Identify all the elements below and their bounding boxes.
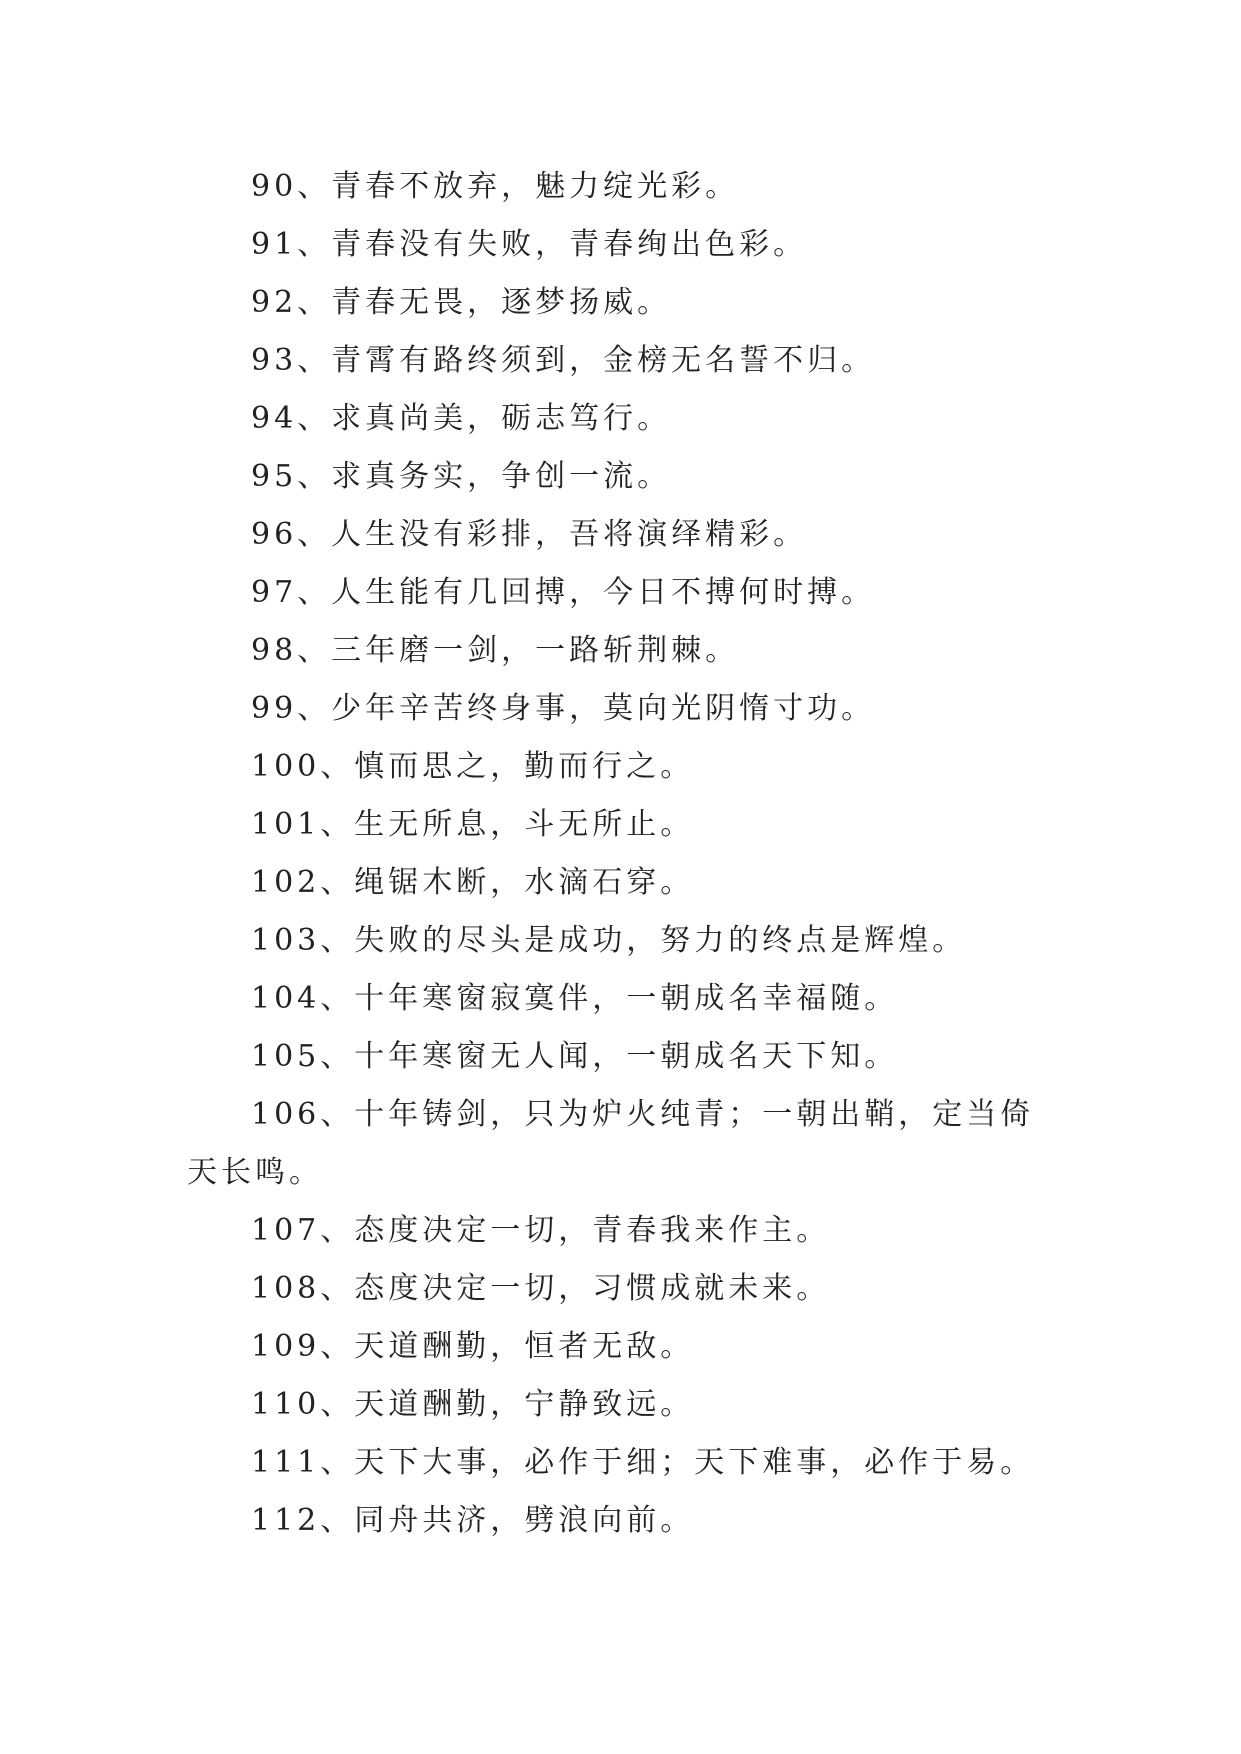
list-item: 104、十年寒窗寂寞伴，一朝成名幸福随。 [251, 981, 899, 1016]
list-item: 109、天道酬勤，恒者无敌。 [251, 1329, 695, 1364]
list-item: 93、青霄有路终须到，金榜无名誓不归。 [251, 343, 876, 378]
list-item: 111、天下大事，必作于细；天下难事，必作于易。 [251, 1445, 1035, 1480]
list-item: 99、少年辛苦终身事，莫向光阴惰寸功。 [251, 691, 876, 726]
list-item: 100、慎而思之，勤而行之。 [251, 749, 695, 784]
list-item: 103、失败的尽头是成功，努力的终点是辉煌。 [251, 923, 967, 958]
list-item: 91、青春没有失败，青春绚出色彩。 [251, 227, 808, 262]
list-item: 107、态度决定一切，青春我来作主。 [251, 1213, 831, 1248]
slogan-list [187, 158, 1067, 1550]
list-item: 102、绳锯木断，水滴石穿。 [251, 865, 695, 900]
list-item: 94、求真尚美，砺志笃行。 [251, 401, 672, 436]
list-item: 112、同舟共济，劈浪向前。 [251, 1503, 695, 1538]
list-item: 110、天道酬勤，宁静致远。 [251, 1387, 695, 1422]
list-item: 95、求真务实，争创一流。 [251, 459, 672, 494]
list-item: 106、十年铸剑，只为炉火纯青；一朝出鞘，定当倚天长鸣。 [187, 1097, 1035, 1190]
list-item: 105、十年寒窗无人闻，一朝成名天下知。 [251, 1039, 899, 1074]
list-item: 98、三年磨一剑，一路斩荆棘。 [251, 633, 740, 668]
list-item: 101、生无所息，斗无所止。 [251, 807, 695, 842]
list-item: 97、人生能有几回搏，今日不搏何时搏。 [251, 575, 876, 610]
list-item: 96、人生没有彩排，吾将演绎精彩。 [251, 517, 808, 552]
list-item: 90、青春不放弃，魅力绽光彩。 [251, 169, 740, 204]
list-item: 92、青春无畏，逐梦扬威。 [251, 285, 672, 320]
list-item: 108、态度决定一切，习惯成就未来。 [251, 1271, 831, 1306]
